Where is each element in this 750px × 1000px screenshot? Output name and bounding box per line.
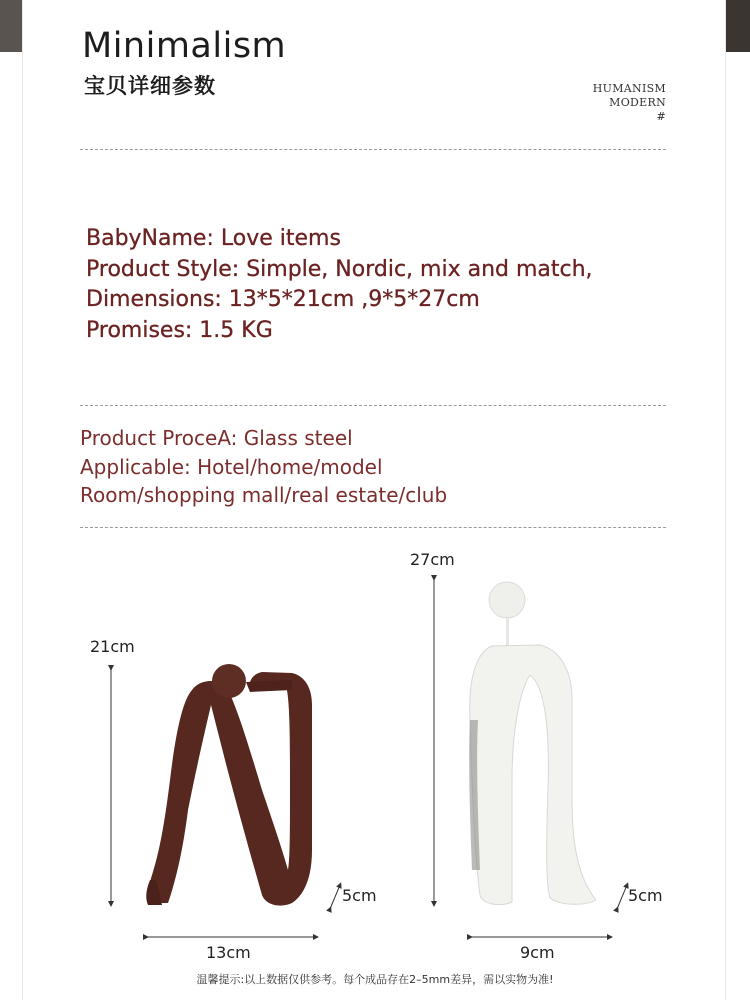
brand-line: # [656,110,666,123]
white-width-label: 9cm [520,943,555,962]
spec-line: Product Style: Simple, Nordic, mix and match, [86,256,593,282]
brand-line: MODERN [609,96,666,109]
white-depth-label: 5cm [628,886,663,905]
white-sculpture [469,582,596,905]
brown-height-label: 21cm [90,637,135,656]
spec-line: Room/shopping mall/real estate/club [80,483,448,507]
brown-sculpture [146,664,312,906]
brand-line: HUMANISM [592,82,666,95]
brown-width-label: 13cm [206,943,251,962]
white-height-label: 27cm [410,550,455,569]
brown-depth-arrow [330,885,340,909]
page-subtitle: 宝贝详细参数 [84,74,216,98]
white-depth-arrow [617,885,627,909]
footer-note: 温馨提示:以上数据仅供参考。每个成品存在2–5mm差异，需以实物为准! [196,973,554,986]
spec-line: BabyName: Love items [86,226,341,251]
brown-depth-label: 5cm [342,886,377,905]
spec-line: Dimensions: 13*5*21cm ,9*5*27cm [86,287,480,312]
page-title: Minimalism [82,26,287,66]
spec-line: Applicable: Hotel/home/model [80,454,383,479]
spec-line: Product ProceA: Glass steel [80,426,353,450]
spec-line: Promises: 1.5 KG [86,317,273,343]
